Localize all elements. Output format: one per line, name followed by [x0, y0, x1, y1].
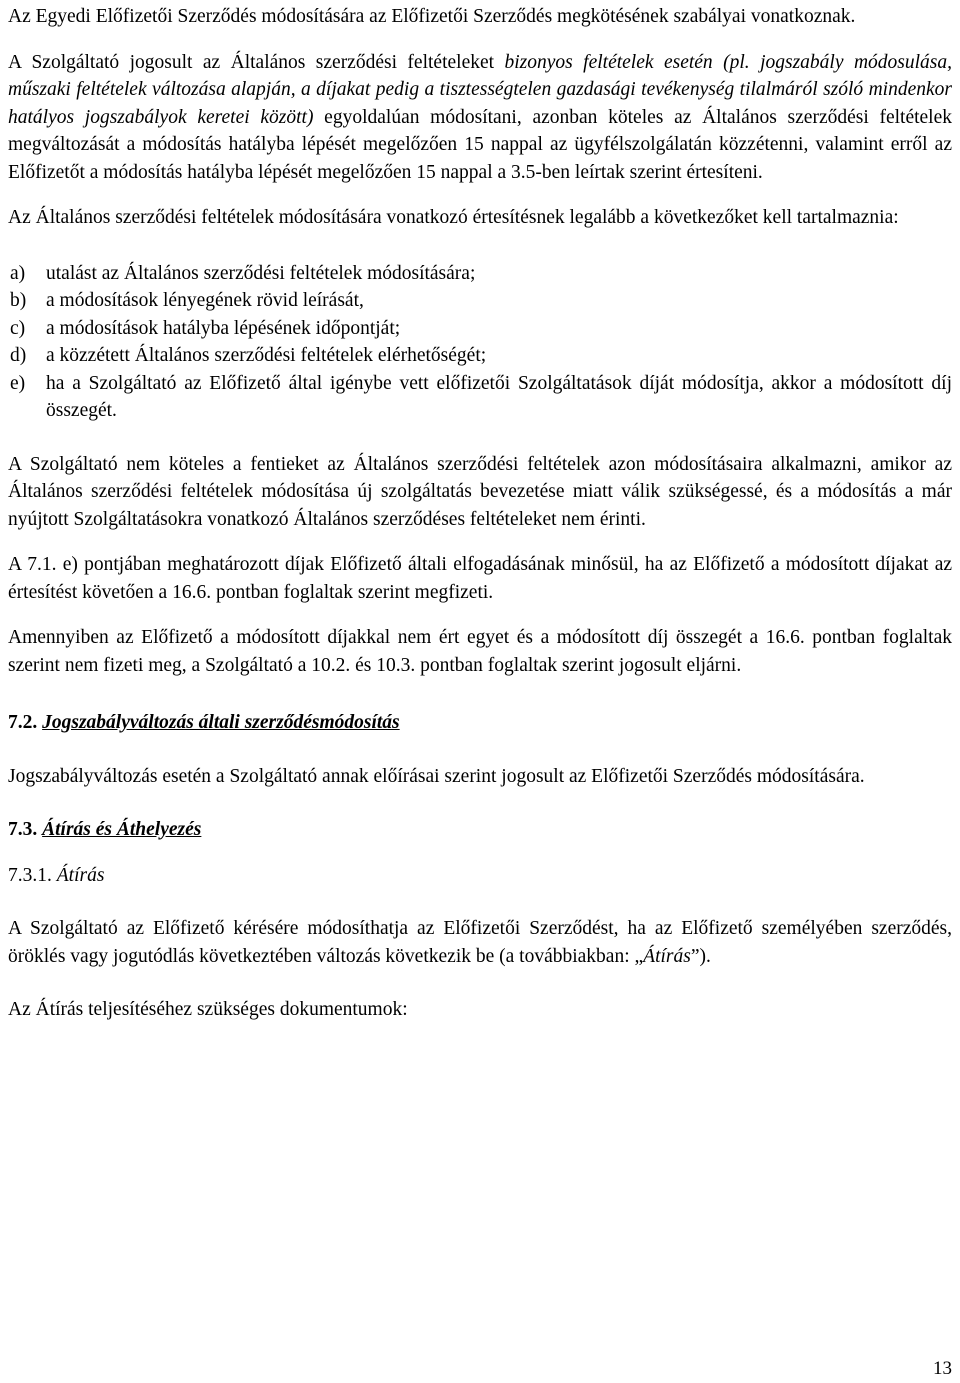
paragraph-new-service-exception: A Szolgáltató nem köteles a fentieket az Általános szerződési feltételek azon módosításaira alkalmazni, amikor az Általános szerződési feltételek módosítása új szolgáltatás bevezetése miatt válik szükségessé, és a módosítás a már nyújtott Szolgáltatásokra vonatkozó Általános szerződéses feltételeket nem érinti.: [8, 453, 952, 530]
paragraph-fee-acceptance: A 7.1. e) pontjában meghatározott díjak Előfizető általi elfogadásának minősül, ha az Előfizető a módosított díjakat az értesítést követően a 16.6. pontban foglaltak szerint megfizeti.: [8, 554, 952, 603]
section-title: Átírás és Áthelyezés: [42, 819, 202, 840]
paragraph-contract-modification-rules: Az Egyedi Előfizetői Szerződés módosítására az Előfizetői Szerződés megkötésének szabályai vonatkoznak.: [8, 6, 856, 27]
list-item-text: a közzétett Általános szerződési feltételek elérhetőségét;: [46, 345, 487, 366]
list-item: [8, 287, 952, 315]
paragraph-transfer-definition: [8, 915, 952, 970]
list-item-text: ha a Szolgáltató az Előfizető által igénybe vett előfizetői Szolgáltatások díját módosítja, akkor a módosított díj összegét.: [46, 372, 952, 421]
list-item-label: b): [10, 290, 27, 311]
list-item-text: utalást az Általános szerződési feltételek módosítására;: [46, 262, 476, 284]
notification-requirements-list: [8, 260, 952, 425]
page-content: [8, 3, 952, 1024]
list-item-text: a módosítások lényegének rövid leírását,: [46, 290, 364, 311]
paragraph-transfer-documents: Az Átírás teljesítéséhez szükséges dokumentumok:: [8, 999, 408, 1020]
section-number: 7.2.: [8, 712, 38, 733]
section-heading-7-3-1: [8, 862, 952, 890]
text-span: egyoldalúan módosítani, azonban köteles az Általános szerződési feltételek megváltozását a módosítás hatályba lépését megelőzően 15 nappal az ügyfélszolgálatán közzétenni, valamint erről az Előfizetőt a módosítás hatályba lépését megelőzően 15 nappal a 3.5-ben leírtak szerint értesíteni.: [8, 106, 953, 183]
list-item: [8, 370, 952, 425]
text-span-italic: bizonyos feltételek esetén (pl. jogszabály módosulása, műszaki feltételek változása alapján, a díjakat pedig a tisztességtelen gazdasági tevékenység tilalmáról szóló mindenkor hatályos jogszabályok keretei között): [8, 51, 952, 128]
list-item: [8, 342, 952, 370]
list-item-label: d): [10, 345, 27, 366]
list-item-label: e): [10, 372, 26, 394]
list-item: [8, 260, 952, 288]
page-number: 13: [933, 1358, 952, 1379]
paragraph-notification-contents: Az Általános szerződési feltételek módosítására vonatkozó értesítésnek legalább a következőket kell tartalmaznia:: [8, 207, 899, 228]
section-number: 7.3.1.: [8, 864, 52, 886]
paragraph-fee-rejection: Amennyiben az Előfizető a módosított díjakkal nem ért egyet és a módosított díj összegét a 16.6. pontban foglaltak szerint nem fizeti meg, a Szolgáltató a 10.2. és 10.3. pontban foglaltak szerint jogosult eljárni.: [8, 627, 952, 676]
paragraph-general-terms-modification: [8, 49, 952, 187]
section-number: 7.3.: [8, 819, 38, 840]
text-span-italic: Átírás: [643, 945, 691, 967]
paragraph-legal-change: Jogszabályváltozás esetén a Szolgáltató annak előírásai szerint jogosult az Előfizetői Szerződés módosítására.: [8, 765, 865, 787]
text-span: A Szolgáltató az Előfizető kérésére módosíthatja az Előfizetői Szerződést, ha az Előfizető személyében szerződés, öröklés vagy jogutódlás következtében változás következik be (a továbbiakban: „: [8, 918, 952, 967]
section-heading-7-2: [8, 709, 952, 737]
section-heading-7-3: [8, 816, 952, 844]
section-title: Átírás: [56, 864, 105, 886]
list-item-text: a módosítások hatályba lépésének időpontját;: [46, 317, 401, 339]
list-item-label: a): [10, 262, 26, 284]
list-item-label: c): [10, 317, 26, 339]
list-item: [8, 315, 952, 343]
section-title: Jogszabályváltozás általi szerződésmódosítás: [42, 712, 400, 733]
text-span: ”).: [690, 945, 711, 967]
text-span: A Szolgáltató jogosult az Általános szerződési feltételeket: [8, 51, 505, 73]
